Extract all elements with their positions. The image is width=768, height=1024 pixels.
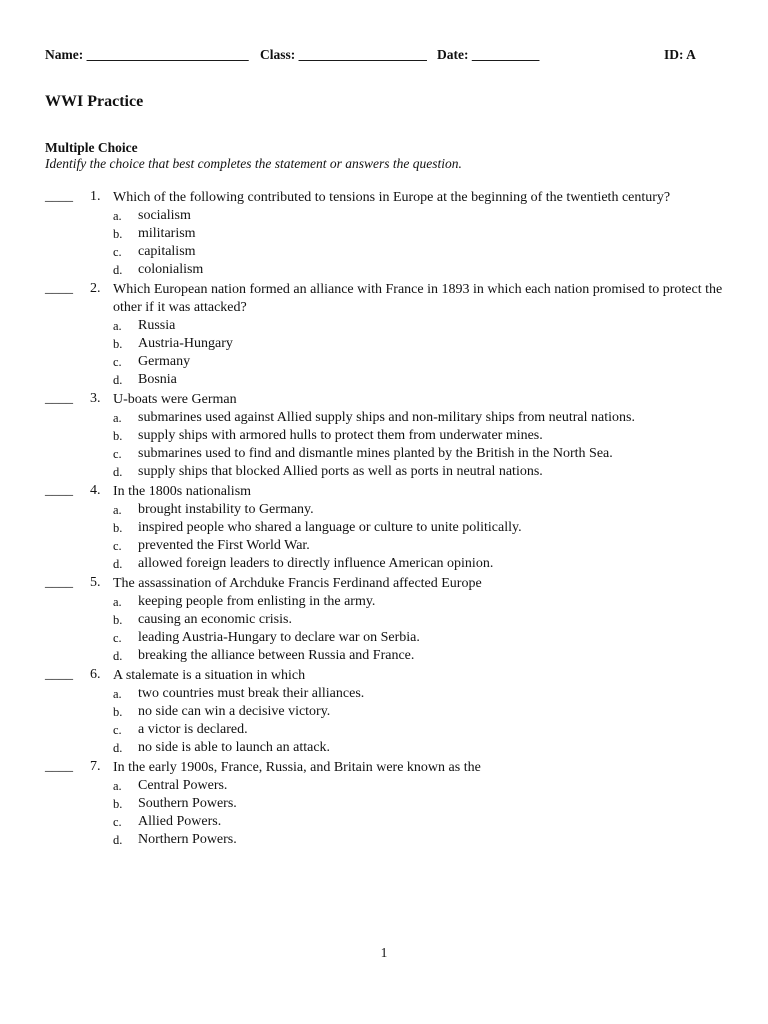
question-text: Which European nation formed an alliance with France in 1893 in which each nation promised to protect the other if it was attacked? bbox=[113, 282, 723, 315]
choice-letter: a. bbox=[113, 319, 122, 333]
choice-text: breaking the alliance between Russia and France. bbox=[138, 648, 415, 663]
choice-letter: a. bbox=[113, 687, 122, 701]
question-item bbox=[0, 483, 768, 573]
choice-item bbox=[0, 795, 768, 813]
choice-letter: d. bbox=[113, 833, 123, 847]
choice-item bbox=[0, 501, 768, 519]
answer-blank: ____ bbox=[45, 189, 73, 204]
choice-item bbox=[0, 371, 768, 389]
choice-letter: b. bbox=[113, 429, 123, 443]
choice-text: submarines used to find and dismantle mines planted by the British in the North Sea. bbox=[138, 446, 613, 461]
date-field: Date: __________ bbox=[437, 47, 540, 62]
choice-letter: c. bbox=[113, 631, 122, 645]
choice-letter: d. bbox=[113, 263, 123, 277]
choice-text: Bosnia bbox=[138, 372, 177, 387]
choice-letter: b. bbox=[113, 337, 123, 351]
choice-list bbox=[0, 777, 768, 849]
choice-text: no side can win a decisive victory. bbox=[138, 704, 331, 719]
choice-letter: a. bbox=[113, 209, 122, 223]
choice-list bbox=[0, 317, 768, 389]
choice-letter: c. bbox=[113, 815, 122, 829]
choice-letter: b. bbox=[113, 613, 123, 627]
choice-letter: c. bbox=[113, 245, 122, 259]
choice-letter: a. bbox=[113, 779, 122, 793]
choice-item bbox=[0, 445, 768, 463]
name-field: Name: ________________________ bbox=[45, 47, 249, 62]
choice-text: capitalism bbox=[138, 244, 196, 259]
question-item bbox=[0, 759, 768, 849]
choice-letter: b. bbox=[113, 227, 123, 241]
question-item bbox=[0, 667, 768, 757]
question-number: 5. bbox=[90, 575, 101, 590]
choice-item bbox=[0, 225, 768, 243]
question-text: A stalemate is a situation in which bbox=[113, 668, 306, 683]
choice-item bbox=[0, 427, 768, 445]
question-number: 2. bbox=[90, 281, 101, 296]
choice-item bbox=[0, 685, 768, 703]
choice-item bbox=[0, 335, 768, 353]
choice-item bbox=[0, 555, 768, 573]
choice-item bbox=[0, 317, 768, 335]
choice-text: submarines used against Allied supply ships and non-military ships from neutral nations. bbox=[138, 410, 635, 425]
choice-text: supply ships that blocked Allied ports as well as ports in neutral nations. bbox=[138, 464, 543, 479]
choice-letter: d. bbox=[113, 465, 123, 479]
choice-item bbox=[0, 777, 768, 795]
choice-letter: a. bbox=[113, 503, 122, 517]
choice-item bbox=[0, 629, 768, 647]
question-text: In the early 1900s, France, Russia, and Britain were known as the bbox=[113, 760, 481, 775]
question-text: U-boats were German bbox=[113, 392, 237, 407]
choice-letter: b. bbox=[113, 521, 123, 535]
choice-letter: a. bbox=[113, 411, 122, 425]
answer-blank: ____ bbox=[45, 575, 73, 590]
choice-text: no side is able to launch an attack. bbox=[138, 740, 331, 755]
choice-letter: b. bbox=[113, 797, 123, 811]
choice-text: militarism bbox=[138, 226, 196, 241]
choice-letter: d. bbox=[113, 557, 123, 571]
page-number: 1 bbox=[380, 945, 388, 960]
choice-letter: c. bbox=[113, 723, 122, 737]
id-label: ID: A bbox=[664, 47, 696, 62]
choice-letter: c. bbox=[113, 447, 122, 461]
document-header bbox=[45, 47, 725, 67]
choice-item bbox=[0, 703, 768, 721]
question-list bbox=[0, 189, 768, 851]
question-item bbox=[0, 281, 768, 389]
choice-text: causing an economic crisis. bbox=[138, 612, 292, 627]
question-item bbox=[0, 575, 768, 665]
choice-item bbox=[0, 831, 768, 849]
choice-text: Central Powers. bbox=[138, 778, 228, 793]
choice-text: two countries must break their alliances. bbox=[138, 686, 365, 701]
choice-text: colonialism bbox=[138, 262, 204, 277]
choice-text: socialism bbox=[138, 208, 191, 223]
choice-letter: b. bbox=[113, 705, 123, 719]
choice-list bbox=[0, 501, 768, 573]
answer-blank: ____ bbox=[45, 667, 73, 682]
choice-text: a victor is declared. bbox=[138, 722, 248, 737]
choice-text: Northern Powers. bbox=[138, 832, 237, 847]
choice-item bbox=[0, 353, 768, 371]
choice-letter: c. bbox=[113, 539, 122, 553]
choice-letter: d. bbox=[113, 649, 123, 663]
question-number: 6. bbox=[90, 667, 101, 682]
choice-item bbox=[0, 739, 768, 757]
choice-item bbox=[0, 463, 768, 481]
choice-text: Germany bbox=[138, 354, 191, 369]
choice-text: leading Austria-Hungary to declare war on Serbia. bbox=[138, 630, 420, 645]
choice-item bbox=[0, 813, 768, 831]
choice-letter: a. bbox=[113, 595, 122, 609]
choice-item bbox=[0, 593, 768, 611]
instructions: Identify the choice that best completes the statement or answers the question. bbox=[45, 156, 462, 171]
question-text: The assassination of Archduke Francis Ferdinand affected Europe bbox=[113, 576, 482, 591]
choice-text: supply ships with armored hulls to protect them from underwater mines. bbox=[138, 428, 543, 443]
question-item bbox=[0, 391, 768, 481]
choice-list bbox=[0, 685, 768, 757]
page-title: WWI Practice bbox=[45, 93, 144, 110]
choice-text: brought instability to Germany. bbox=[138, 502, 314, 517]
choice-item bbox=[0, 647, 768, 665]
choice-text: allowed foreign leaders to directly influence American opinion. bbox=[138, 556, 494, 571]
choice-text: Austria-Hungary bbox=[138, 336, 233, 351]
choice-list bbox=[0, 593, 768, 665]
question-text: Which of the following contributed to tensions in Europe at the beginning of the twentieth century? bbox=[113, 190, 671, 205]
question-number: 1. bbox=[90, 189, 101, 204]
choice-item bbox=[0, 611, 768, 629]
choice-text: Southern Powers. bbox=[138, 796, 237, 811]
answer-blank: ____ bbox=[45, 483, 73, 498]
choice-text: Russia bbox=[138, 318, 176, 333]
choice-item bbox=[0, 537, 768, 555]
choice-item bbox=[0, 243, 768, 261]
question-number: 7. bbox=[90, 759, 101, 774]
class-field: Class: ___________________ bbox=[260, 47, 427, 62]
question-number: 4. bbox=[90, 483, 101, 498]
choice-item bbox=[0, 721, 768, 739]
choice-item bbox=[0, 519, 768, 537]
answer-blank: ____ bbox=[45, 391, 73, 406]
choice-text: inspired people who shared a language or culture to unite politically. bbox=[138, 520, 522, 535]
choice-letter: d. bbox=[113, 373, 123, 387]
choice-text: Allied Powers. bbox=[138, 814, 222, 829]
choice-text: keeping people from enlisting in the army. bbox=[138, 594, 376, 609]
question-number: 3. bbox=[90, 391, 101, 406]
answer-blank: ____ bbox=[45, 281, 73, 296]
choice-item bbox=[0, 261, 768, 279]
section-heading: Multiple Choice bbox=[45, 140, 138, 155]
question-item bbox=[0, 189, 768, 279]
choice-letter: c. bbox=[113, 355, 122, 369]
choice-letter: d. bbox=[113, 741, 123, 755]
choice-item bbox=[0, 207, 768, 225]
choice-list bbox=[0, 409, 768, 481]
choice-item bbox=[0, 409, 768, 427]
question-text: In the 1800s nationalism bbox=[113, 484, 252, 499]
choice-text: prevented the First World War. bbox=[138, 538, 310, 553]
answer-blank: ____ bbox=[45, 759, 73, 774]
choice-list bbox=[0, 207, 768, 279]
